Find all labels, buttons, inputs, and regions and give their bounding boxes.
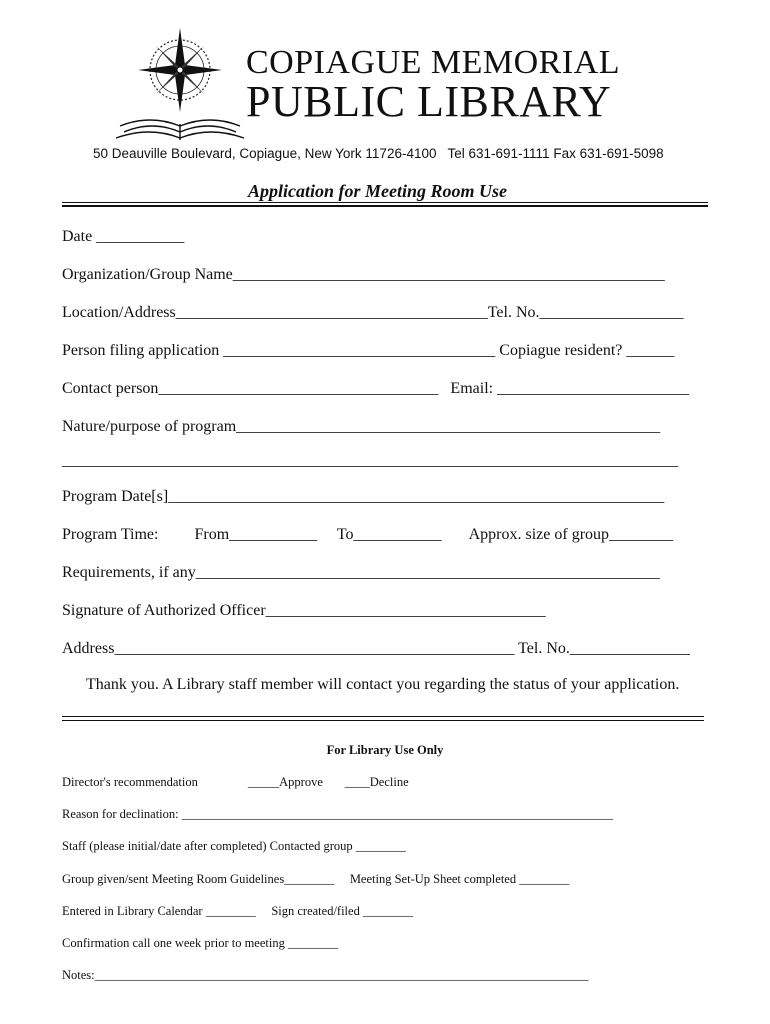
notes-field[interactable]: Notes:_______________________________________________________________________________: [62, 968, 589, 982]
location-field[interactable]: Location/Address_______________________________________Tel. No.__________________: [62, 304, 684, 321]
thank-you-note: Thank you. A Library staff member will contact you regarding the status of your application.: [86, 676, 680, 693]
organization-field[interactable]: Organization/Group Name______________________________________________________: [62, 266, 665, 283]
officer-address-field[interactable]: Address__________________________________________________ Tel. No._______________: [62, 640, 690, 657]
declination-reason-field[interactable]: Reason for declination: _____________________________________________________________________: [62, 807, 614, 821]
library-logo: [110, 26, 250, 144]
library-use-heading: For Library Use Only: [326, 743, 444, 757]
purpose-field[interactable]: Nature/purpose of program_____________________________________________________: [62, 418, 661, 435]
person-filing-field[interactable]: Person filing application __________________________________ Copiague resident? ______: [62, 342, 675, 359]
program-dates-field[interactable]: Program Date[s]______________________________________________________________: [62, 488, 665, 505]
director-recommendation-field[interactable]: Director's recommendation _____Approve ____Decline: [62, 775, 409, 789]
open-book-icon: [116, 120, 244, 140]
contact-person-field[interactable]: Contact person___________________________________ Email: ________________________: [62, 380, 690, 397]
section-divider-second: [62, 720, 704, 721]
section-divider: [62, 716, 704, 717]
signature-field[interactable]: Signature of Authorized Officer___________________________________: [62, 602, 546, 619]
compass-star-icon: [138, 28, 222, 112]
guidelines-field[interactable]: Group given/sent Meeting Room Guidelines________ Meeting Set-Up Sheet completed ________: [62, 872, 570, 886]
calendar-sign-field[interactable]: Entered in Library Calendar ________ Sign created/filed ________: [62, 904, 413, 918]
form-title: Application for Meeting Room Use: [248, 181, 508, 201]
library-name-line1: COPIAGUE MEMORIAL: [246, 44, 620, 81]
purpose-field-continued[interactable]: _____________________________________________________________________________: [62, 452, 678, 469]
requirements-field[interactable]: Requirements, if any__________________________________________________________: [62, 564, 660, 581]
confirmation-call-field[interactable]: Confirmation call one week prior to meeting ________: [62, 936, 338, 950]
program-time-field[interactable]: Program Time: From___________ To___________ Approx. size of group________: [62, 526, 674, 543]
library-name-line2: PUBLIC LIBRARY: [246, 77, 612, 126]
title-rule: [62, 202, 708, 203]
library-address: 50 Deauville Boulevard, Copiague, New York 11726-4100 Tel 631-691-1111 Fax 631-691-5098: [93, 146, 664, 161]
staff-contacted-field[interactable]: Staff (please initial/date after completed) Contacted group ________: [62, 839, 406, 853]
date-field[interactable]: Date ___________: [62, 228, 185, 245]
title-rule-thick: [62, 205, 708, 207]
